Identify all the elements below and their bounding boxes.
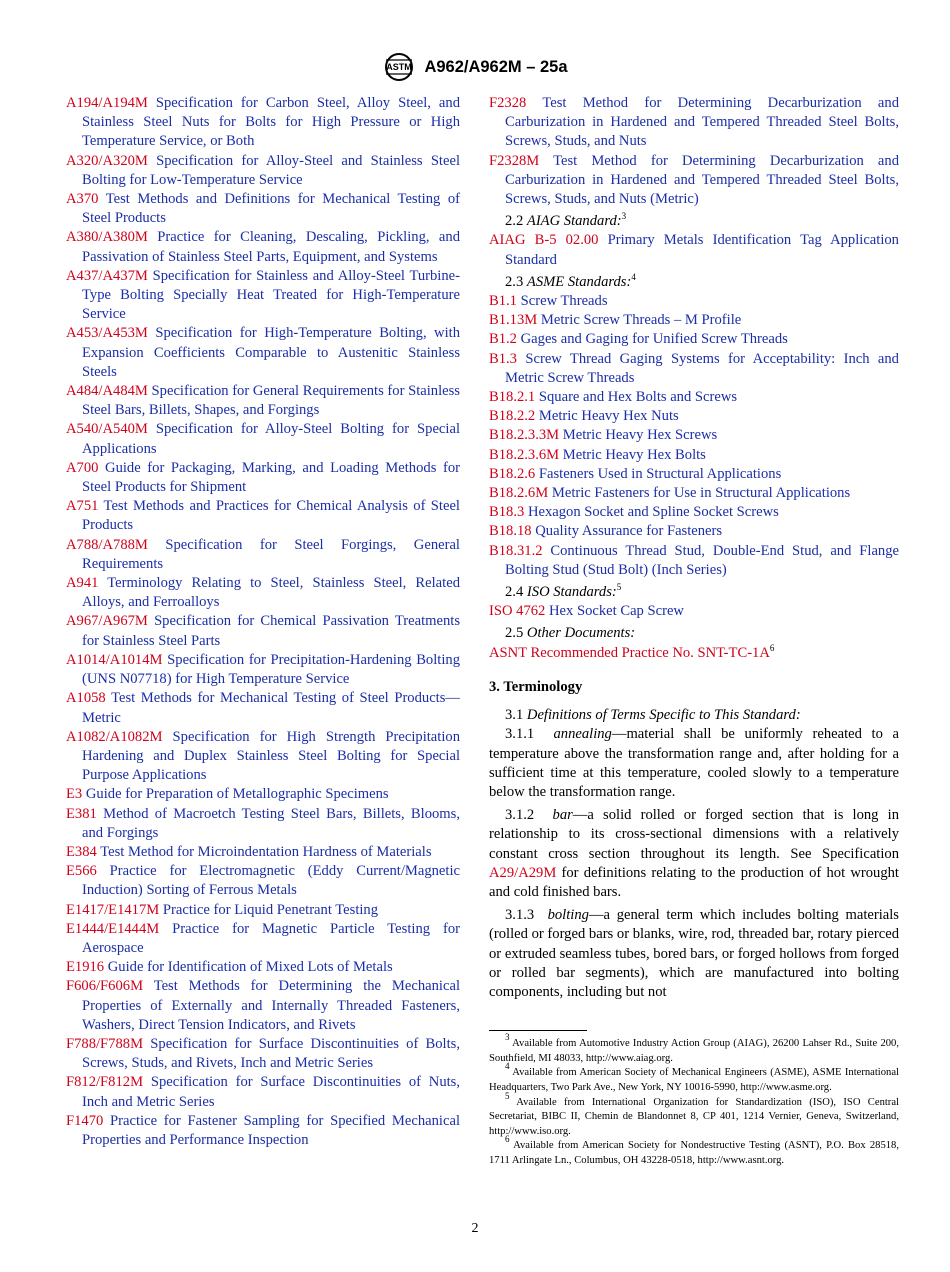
definition-term: annealing (553, 726, 612, 743)
reference-title[interactable]: Hexagon Socket and Spline Socket Screws (527, 504, 779, 521)
reference-code[interactable]: E1916 (66, 959, 105, 976)
reference-item (489, 311, 899, 330)
reference-title[interactable]: Specification for Alloy-Steel and Stainless Steel Bolting for Low-Temperature Service (82, 152, 460, 188)
reference-code[interactable]: F1470 (66, 1112, 104, 1129)
reference-title[interactable]: Test Methods and Practices for Chemical Analysis of Steel Products (82, 498, 460, 534)
reference-item (489, 426, 899, 445)
reference-title[interactable]: Metric Heavy Hex Bolts (562, 446, 706, 463)
svg-text:ASTM: ASTM (386, 62, 413, 72)
reference-title[interactable]: Metric Fasteners for Use in Structural Applications (551, 485, 851, 502)
reference-code[interactable]: B18.2.2 (489, 408, 536, 425)
reference-code[interactable]: A380/A380M (66, 229, 148, 246)
reference-item (489, 388, 899, 407)
footnote (489, 1090, 899, 1140)
footnote-divider (489, 1030, 587, 1031)
footnote-ref[interactable]: 3 (621, 211, 627, 222)
reference-code[interactable]: E384 (66, 843, 97, 860)
reference-code[interactable]: B18.2.6M (489, 485, 549, 502)
footnote-number: 6 (505, 1134, 510, 1145)
footnote-text: Available from Automotive Industry Action Group (AIAG), 26200 Lahser Rd., Suite 200, Southfield, MI 48033, http://www.aiag.org. (489, 1038, 899, 1064)
reference-item (489, 446, 899, 465)
subsection-iso (505, 583, 899, 602)
footnote (489, 1061, 899, 1095)
definition-number: 3.1.1 (505, 726, 535, 743)
reference-code[interactable]: A437/A437M (66, 267, 148, 284)
reference-title[interactable]: Specification for Chemical Passivation Treatments for Stainless Steel Parts (82, 613, 460, 649)
reference-item (489, 522, 899, 541)
reference-item (66, 497, 460, 535)
reference-code[interactable]: ISO 4762 (489, 603, 546, 620)
reference-title[interactable]: Guide for Identification of Mixed Lots of Metals (107, 959, 393, 976)
reference-code[interactable]: B1.1 (489, 293, 517, 310)
subsection-title: Other Documents: (526, 625, 636, 642)
reference-item (66, 94, 460, 152)
footnote-text: Available from American Society for Nondestructive Testing (ASNT), P.O. Box 28518, 1711 Arlingate Ln., Columbus, OH 43228-0518, http://www.asnt.org. (489, 1140, 899, 1166)
reference-code[interactable]: B1.2 (489, 331, 517, 348)
reference-title[interactable]: Test Methods for Determining the Mechanical Properties of Externally and Internally Threaded Fasteners, Washers, Direct Tension Indicators, and Rivets (82, 978, 460, 1033)
reference-code[interactable]: A540/A540M (66, 421, 148, 438)
reference-title[interactable]: Guide for Preparation of Metallographic Specimens (85, 786, 389, 803)
reference-item (489, 152, 899, 210)
footnote-ref[interactable]: 4 (631, 271, 636, 282)
reference-item (66, 420, 460, 458)
reference-code[interactable]: B18.2.1 (489, 389, 536, 406)
reference-title[interactable]: Test Method for Determining Decarburization and Carburization in Hardened and Tempered Threaded Steel Bolts, Screws, Studs, and Nuts (Metric) (505, 152, 899, 208)
reference-item (66, 267, 460, 325)
reference-item (66, 574, 460, 612)
reference-title[interactable]: Square and Hex Bolts and Screws (538, 389, 738, 406)
definition-bolting (489, 906, 899, 1002)
reference-title[interactable]: Specification for General Requirements for Stainless Steel Bars, Billets, Shapes, and Forgings (82, 383, 460, 419)
reference-code[interactable]: E3 (66, 786, 83, 803)
reference-code[interactable]: A751 (66, 498, 99, 515)
reference-title[interactable]: Specification for Alloy-Steel Bolting for Special Applications (82, 421, 460, 457)
reference-item (66, 459, 460, 497)
reference-code[interactable]: A700 (66, 459, 99, 476)
reference-item (66, 1035, 460, 1073)
reference-code[interactable]: E1444/E1444M (66, 920, 160, 937)
definition-text: —a solid rolled or forged section that is long in relationship to its cross-sectional dimensions with a relatively constant cross section throughout its length. See Specification (489, 807, 899, 862)
reference-code[interactable]: A1082/A1082M (66, 728, 163, 745)
reference-code[interactable]: ASNT Recommended Practice No. SNT-TC-1A (489, 644, 770, 661)
footnote (489, 1032, 899, 1066)
footnote-ref[interactable]: 6 (769, 642, 775, 653)
definition-number: 3.1.3 (505, 907, 535, 924)
subsection-asme (505, 273, 899, 292)
reference-item (66, 536, 460, 574)
reference-title[interactable]: Continuous Thread Stud, Double-End Stud, and Flange Bolting Stud (Stud Bolt) (Inch Series) (505, 542, 899, 578)
reference-code[interactable]: B18.2.3.3M (489, 427, 560, 444)
reference-item (489, 330, 899, 349)
reference-title[interactable]: Test Methods for Mechanical Testing of Steel Products—Metric (82, 690, 461, 726)
subsection-number: 2.4 (505, 584, 524, 601)
page-number: 2 (471, 1221, 479, 1236)
reference-code[interactable]: E566 (66, 863, 97, 880)
footnote-text: Available from American Society of Mechanical Engineers (ASME), ASME International Headquarters, Two Park Ave., New York, NY 10016-5990, http://www.asme.org. (489, 1067, 899, 1093)
reference-link[interactable]: A29/A29M (489, 864, 557, 881)
footnote-number: 4 (505, 1061, 510, 1072)
definition-text: for definitions relating to the production of hot wrought and cold finished bars. (489, 864, 899, 900)
reference-item (66, 689, 461, 727)
reference-code[interactable]: F2328 (489, 95, 527, 111)
reference-title[interactable]: Test Method for Determining Decarburization and Carburization in Hardened and Tempered Threaded Steel Bolts, Screws, Studs, and Nuts (505, 95, 900, 150)
reference-item (489, 542, 899, 580)
subsection-title: ISO Standards: (526, 584, 617, 601)
reference-title[interactable]: Hex Socket Cap Screw (549, 603, 684, 620)
reference-code[interactable]: B18.18 (489, 523, 532, 540)
reference-code[interactable]: A370 (66, 191, 99, 208)
reference-title[interactable]: Terminology Relating to Steel, Stainless Steel, Related Alloys, and Ferroalloys (82, 575, 460, 611)
other-document-ref[interactable] (489, 644, 899, 663)
reference-code[interactable]: A941 (66, 575, 99, 592)
reference-title[interactable]: Method of Macroetch Testing Steel Bars, Billets, Blooms, and Forgings (82, 805, 460, 841)
reference-title[interactable]: Practice for Magnetic Particle Testing for Aerospace (82, 920, 460, 956)
reference-code[interactable]: F2328M (489, 152, 540, 169)
reference-item (66, 958, 460, 977)
footnote-ref[interactable]: 5 (616, 582, 622, 593)
reference-title[interactable]: Metric Heavy Hex Screws (562, 427, 718, 444)
definition-number: 3.1.2 (505, 807, 535, 824)
reference-code[interactable]: A1058 (66, 690, 106, 707)
reference-item (66, 612, 460, 650)
reference-code[interactable]: E381 (66, 805, 97, 822)
subsection-title: Definitions of Terms Specific to This Standard: (526, 707, 801, 724)
reference-code[interactable]: AIAG B-5 02.00 (489, 232, 599, 249)
reference-title[interactable]: Practice for Fastener Sampling for Specified Mechanical Properties and Performance Inspection (82, 1112, 460, 1148)
reference-code[interactable]: F812/F812M (66, 1074, 144, 1091)
reference-title[interactable]: Metric Screw Threads – M Profile (540, 312, 742, 329)
reference-code[interactable]: A1014/A1014M (66, 651, 163, 668)
definition-text: —a general term which includes bolting materials (rolled or forged bars or blanks, wire, rod, threaded bar, rotary pierced or extruded seamless tubes, bored bars, or forged hollows from forged or rolled bar segments), which are manufactured into bolting components, including but not (489, 907, 899, 1000)
footnote-text: Available from International Organization for Standardization (ISO), ISO Central Secretariat, BIBC II, Chemin de Blandonnet 8, CP 401, 1214 Vernier, Geneva, Switzerland, http://www.iso.org. (489, 1096, 899, 1137)
left-column (66, 94, 460, 1150)
reference-title[interactable]: Guide for Packaging, Marking, and Loading Methods for Steel Products for Shipment (82, 459, 460, 496)
reference-item (66, 920, 460, 958)
reference-code[interactable]: B18.31.2 (489, 542, 543, 559)
reference-code[interactable]: B18.2.3.6M (489, 446, 560, 463)
reference-item (66, 382, 460, 420)
reference-item (66, 843, 460, 862)
subsection-other (505, 624, 899, 643)
reference-item (66, 651, 460, 689)
footnote (489, 1134, 899, 1168)
subsection-number: 2.2 (505, 213, 524, 230)
subsection-number: 3.1 (505, 707, 524, 724)
reference-code[interactable]: E1417/E1417M (66, 901, 160, 918)
reference-title[interactable]: Practice for Cleaning, Descaling, Pickling, and Passivation of Stainless Steel Parts, Equipment, and Systems (82, 229, 460, 265)
astm-logo-icon (382, 52, 416, 82)
reference-code[interactable]: A320/A320M (66, 152, 148, 169)
reference-code[interactable]: A194/A194M (66, 95, 148, 111)
reference-title[interactable]: Primary Metals Identification Tag Application Standard (505, 232, 899, 268)
reference-item (489, 350, 899, 388)
subsection-title: ASME Standards: (526, 273, 632, 290)
reference-item (66, 862, 460, 900)
definition-term: bar (552, 807, 573, 824)
reference-item (66, 324, 460, 382)
reference-item (66, 785, 460, 804)
subsection-number: 2.5 (505, 625, 524, 642)
reference-item (489, 503, 899, 522)
reference-item (66, 1073, 461, 1111)
footnote-number: 5 (505, 1090, 510, 1101)
definitions-heading (489, 706, 899, 725)
definition-text: —material shall be uniformly reheated to a temperature above the transformation range and, after holding for a sufficient time at this temperature, cooled slowly to a temperature below the transformation range. (489, 726, 900, 800)
reference-title[interactable]: Specification for Surface Discontinuities of Bolts, Screws, Studs, and Rivets, Inch and Metric Series (82, 1035, 460, 1072)
reference-item (66, 1112, 460, 1150)
reference-title[interactable]: Specification for Stainless and Alloy-Steel Turbine-Type Bolting Specially Heat Treated for High-Temperature Service (82, 267, 460, 323)
reference-title[interactable]: Metric Heavy Hex Nuts (538, 408, 679, 425)
footnotes (489, 1032, 899, 1168)
reference-code[interactable]: A788/A788M (66, 536, 148, 553)
reference-item (66, 190, 460, 228)
footnote-number: 3 (505, 1032, 510, 1043)
reference-title[interactable]: Test Methods and Definitions for Mechanical Testing of Steel Products (82, 191, 460, 227)
right-column (489, 94, 899, 1168)
reference-code[interactable]: A453/A453M (66, 325, 148, 342)
definition-bar (489, 806, 899, 902)
reference-item (66, 901, 460, 920)
reference-title[interactable]: Practice for Electromagnetic (Eddy Current/Magnetic Induction) Sorting of Ferrous Metals (82, 863, 460, 899)
reference-code[interactable]: F606/F606M (66, 978, 144, 995)
definition-term: bolting (547, 907, 589, 924)
page-header (0, 52, 950, 82)
reference-title[interactable]: Specification for Surface Discontinuities of Nuts, Inch and Metric Series (82, 1074, 461, 1110)
reference-title[interactable]: Fasteners Used in Structural Applications (538, 465, 782, 482)
subsection-aiag (505, 212, 899, 231)
reference-item (66, 152, 460, 190)
reference-code[interactable]: B18.3 (489, 504, 525, 521)
subsection-number: 2.3 (505, 273, 524, 290)
reference-item (489, 407, 899, 426)
reference-title[interactable]: Specification for Precipitation-Hardening Bolting (UNS N07718) for High Temperature Service (82, 651, 460, 688)
reference-title[interactable]: Quality Assurance for Fasteners (535, 523, 723, 540)
reference-item (489, 602, 899, 621)
reference-code[interactable]: B18.2.6 (489, 465, 536, 482)
reference-code[interactable]: B1.13M (489, 312, 538, 329)
reference-title[interactable]: Specification for Steel Forgings, General Requirements (82, 536, 460, 572)
reference-title[interactable]: Specification for Carbon Steel, Alloy Steel, and Stainless Steel Nuts for Bolts for High Pressure or High Temperature Service, or Both (82, 95, 460, 150)
reference-item (489, 231, 899, 269)
reference-item (66, 977, 460, 1035)
reference-item (489, 484, 899, 503)
reference-item (66, 728, 460, 786)
reference-code[interactable]: A484/A484M (66, 383, 148, 400)
reference-title[interactable]: Specification for High Strength Precipitation Hardening and Duplex Stainless Steel Bolting for Special Purpose Applications (82, 728, 460, 784)
reference-title[interactable]: Screw Thread Gaging Systems for Acceptability: Inch and Metric Screw Threads (505, 350, 899, 386)
reference-code[interactable]: A967/A967M (66, 613, 148, 630)
reference-item (489, 465, 899, 484)
reference-title[interactable]: Practice for Liquid Penetrant Testing (162, 901, 379, 918)
reference-item (66, 805, 460, 843)
reference-title[interactable]: Specification for High-Temperature Bolting, with Expansion Coefficients Comparable to Austenitic Stainless Steels (82, 325, 460, 380)
reference-title[interactable]: Screw Threads (520, 293, 608, 310)
reference-item (66, 228, 460, 266)
reference-title[interactable]: Gages and Gaging for Unified Screw Threads (520, 331, 788, 348)
document-id: A962/A962M – 25a (424, 57, 568, 76)
definition-annealing (489, 725, 899, 802)
reference-item (489, 292, 899, 311)
reference-item (489, 94, 900, 152)
reference-code[interactable]: B1.3 (489, 350, 517, 367)
reference-code[interactable]: F788/F788M (66, 1035, 144, 1052)
reference-title[interactable]: Test Method for Microindentation Hardness of Materials (100, 843, 432, 860)
section-heading-terminology: 3. Terminology (489, 678, 583, 695)
subsection-title: AIAG Standard: (526, 213, 622, 230)
